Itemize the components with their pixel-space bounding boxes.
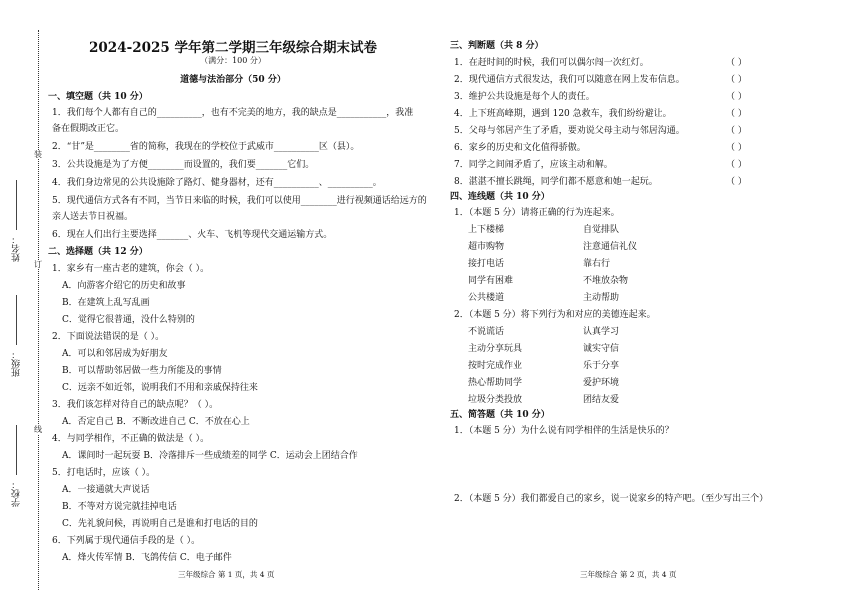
school-blank xyxy=(16,425,17,475)
section-heading: 三、判断题（共 8 分） xyxy=(450,41,544,51)
question-line: 1．家乡有一座古老的建筑，你会（ ）。 xyxy=(52,264,210,274)
question-line: 6．家乡的历史和文化值得骄傲。 xyxy=(454,143,586,153)
answer-parentheses: （ ） xyxy=(726,177,747,187)
question-line: 1．在赶时间的时候，我们可以偶尔闯一次红灯。 xyxy=(454,58,649,68)
question-line: 2．现代通信方式很发达，我们可以随意在网上发布信息。 xyxy=(454,75,685,85)
footer-right: 三年级综合 第 2 页，共 4 页 xyxy=(580,570,677,579)
question-line: 1．我们每个人都有自己的__________，也有不完美的地方，我的缺点是___________，我准 xyxy=(52,108,414,118)
question-line: 超市购物 xyxy=(468,242,505,252)
answer-parentheses: （ ） xyxy=(726,109,747,119)
question-line: 5．打电话时，应该（ ）。 xyxy=(52,468,156,478)
name-label: 姓名： xyxy=(12,235,22,262)
question-line: 注意通信礼仪 xyxy=(583,242,638,252)
question-line: 1．（本题 5 分）请将正确的行为连起来。 xyxy=(454,208,620,218)
question-line: 1．（本题 5 分）为什么说有同学相伴的生活是快乐的？ xyxy=(454,426,674,436)
question-line: A．否定自己 B．不断改进自己 C．不放在心上 xyxy=(62,417,250,427)
footer-left: 三年级综合 第 1 页，共 4 页 xyxy=(178,570,275,579)
question-line: 乐于分享 xyxy=(583,361,620,371)
question-line: A．一接通就大声说话 xyxy=(62,485,150,495)
question-line: 主动分享玩具 xyxy=(468,344,523,354)
question-line: 爱护环境 xyxy=(583,378,620,388)
question-line: A．课间时一起玩耍 B．冷落排斥一些成绩差的同学 C．运动会上团结合作 xyxy=(62,451,358,461)
question-line: 垃圾分类投放 xyxy=(468,395,523,405)
question-line: 4．我们身边常见的公共设施除了路灯、健身器材，还有__________、__________。 xyxy=(52,178,382,188)
part-title: 道德与法治部分（50 分） xyxy=(180,75,286,85)
question-line: 接打电话 xyxy=(468,259,505,269)
section-heading: 二、选择题（共 12 分） xyxy=(48,247,148,257)
question-line: B．在建筑上乱写乱画 xyxy=(62,298,150,308)
question-line: 自觉排队 xyxy=(583,225,620,235)
section-heading: 五、简答题（共 10 分） xyxy=(450,410,550,420)
question-line: 7．同学之间闹矛盾了，应该主动和解。 xyxy=(454,160,613,170)
answer-parentheses: （ ） xyxy=(726,160,747,170)
question-line: 不堆放杂物 xyxy=(583,276,629,286)
question-line: C．先礼貌问候，再说明自己是谁和打电话的目的 xyxy=(62,519,258,529)
answer-parentheses: （ ） xyxy=(726,126,747,136)
question-line: A．烽火传军情 B．飞鸽传信 C．电子邮件 xyxy=(62,553,232,563)
question-line: 5．父母与邻居产生了矛盾，要劝说父母主动与邻居沟通。 xyxy=(454,126,685,136)
binding-word: 线 xyxy=(34,425,42,434)
answer-parentheses: （ ） xyxy=(726,75,747,85)
section-heading: 一、填空题（共 10 分） xyxy=(48,92,148,102)
answer-parentheses: （ ） xyxy=(726,143,747,153)
question-line: 2．（本题 5 分）将下列行为和对应的美德连起来。 xyxy=(454,310,656,320)
question-line: 2．“甘”是________省的简称，我现在的学校位于武威市__________区（县）。 xyxy=(52,142,360,152)
question-line: 不说谎话 xyxy=(468,327,505,337)
question-line: B．可以帮助邻居做一些力所能及的事情 xyxy=(62,366,222,376)
question-line: 公共楼道 xyxy=(468,293,505,303)
question-line: C．远亲不如近邻，说明我们不用和亲戚保持往来 xyxy=(62,383,258,393)
class-label: 班级： xyxy=(12,350,22,377)
binding-margin xyxy=(10,30,50,590)
question-line: 主动帮助 xyxy=(583,293,620,303)
question-line: 2．（本题 5 分）我们都爱自己的家乡，说一说家乡的特产吧。（至少写出三个） xyxy=(454,494,769,504)
section-heading: 四、连线题（共 10 分） xyxy=(450,192,550,202)
binding-dotted-line xyxy=(38,30,39,590)
question-line: 4．上下班高峰期，遇到 120 急救车，我们纷纷避让。 xyxy=(454,109,672,119)
question-line: 6．现在人们出行主要选择_______、火车、飞机等现代交通运输方式。 xyxy=(52,230,333,240)
question-line: 靠右行 xyxy=(583,259,611,269)
answer-parentheses: （ ） xyxy=(726,92,747,102)
question-line: 6．下列属于现代通信手段的是（ ）。 xyxy=(52,536,201,546)
question-line: 亲人送去节日祝福。 xyxy=(52,212,134,222)
binding-word: 订 xyxy=(34,260,42,269)
question-line: 5．现代通信方式各有不同，当节日来临的时候，我们可以使用________进行视频通话给远方的 xyxy=(52,196,427,206)
name-blank xyxy=(16,180,17,230)
question-line: 3．我们该怎样对待自己的缺点呢？（ ）。 xyxy=(52,400,219,410)
question-line: B．不等对方说完就挂掉电话 xyxy=(62,502,177,512)
score-note: （满分：100 分） xyxy=(200,56,266,65)
question-line: C．觉得它很普通，没什么特别的 xyxy=(62,315,195,325)
question-line: 3．维护公共设施是每个人的责任。 xyxy=(454,92,595,102)
class-blank xyxy=(16,295,17,345)
question-line: 8．湛湛不擅长跳绳，同学们都不愿意和她一起玩。 xyxy=(454,177,658,187)
question-line: 同学有困难 xyxy=(468,276,514,286)
question-line: A．向游客介绍它的历史和故事 xyxy=(62,281,186,291)
question-line: 4．与同学相作，不正确的做法是（ ）。 xyxy=(52,434,210,444)
answer-parentheses: （ ） xyxy=(726,58,747,68)
question-line: 诚实守信 xyxy=(583,344,620,354)
question-line: 3．公共设施是为了方便________而设置的，我们要_______它们。 xyxy=(52,160,315,170)
question-line: A．可以和邻居成为好朋友 xyxy=(62,349,168,359)
question-line: 认真学习 xyxy=(583,327,620,337)
school-label: 学校： xyxy=(12,480,22,507)
binding-word: 装 xyxy=(34,150,42,159)
question-line: 热心帮助同学 xyxy=(468,378,523,388)
question-line: 按时完成作业 xyxy=(468,361,523,371)
question-line: 2．下面说法错误的是（ ）。 xyxy=(52,332,165,342)
exam-title: 2024-2025 学年第二学期三年级综合期末试卷 xyxy=(89,40,377,56)
question-line: 团结友爱 xyxy=(583,395,620,405)
question-line: 备在假期改正它。 xyxy=(52,124,125,134)
question-line: 上下楼梯 xyxy=(468,225,505,235)
